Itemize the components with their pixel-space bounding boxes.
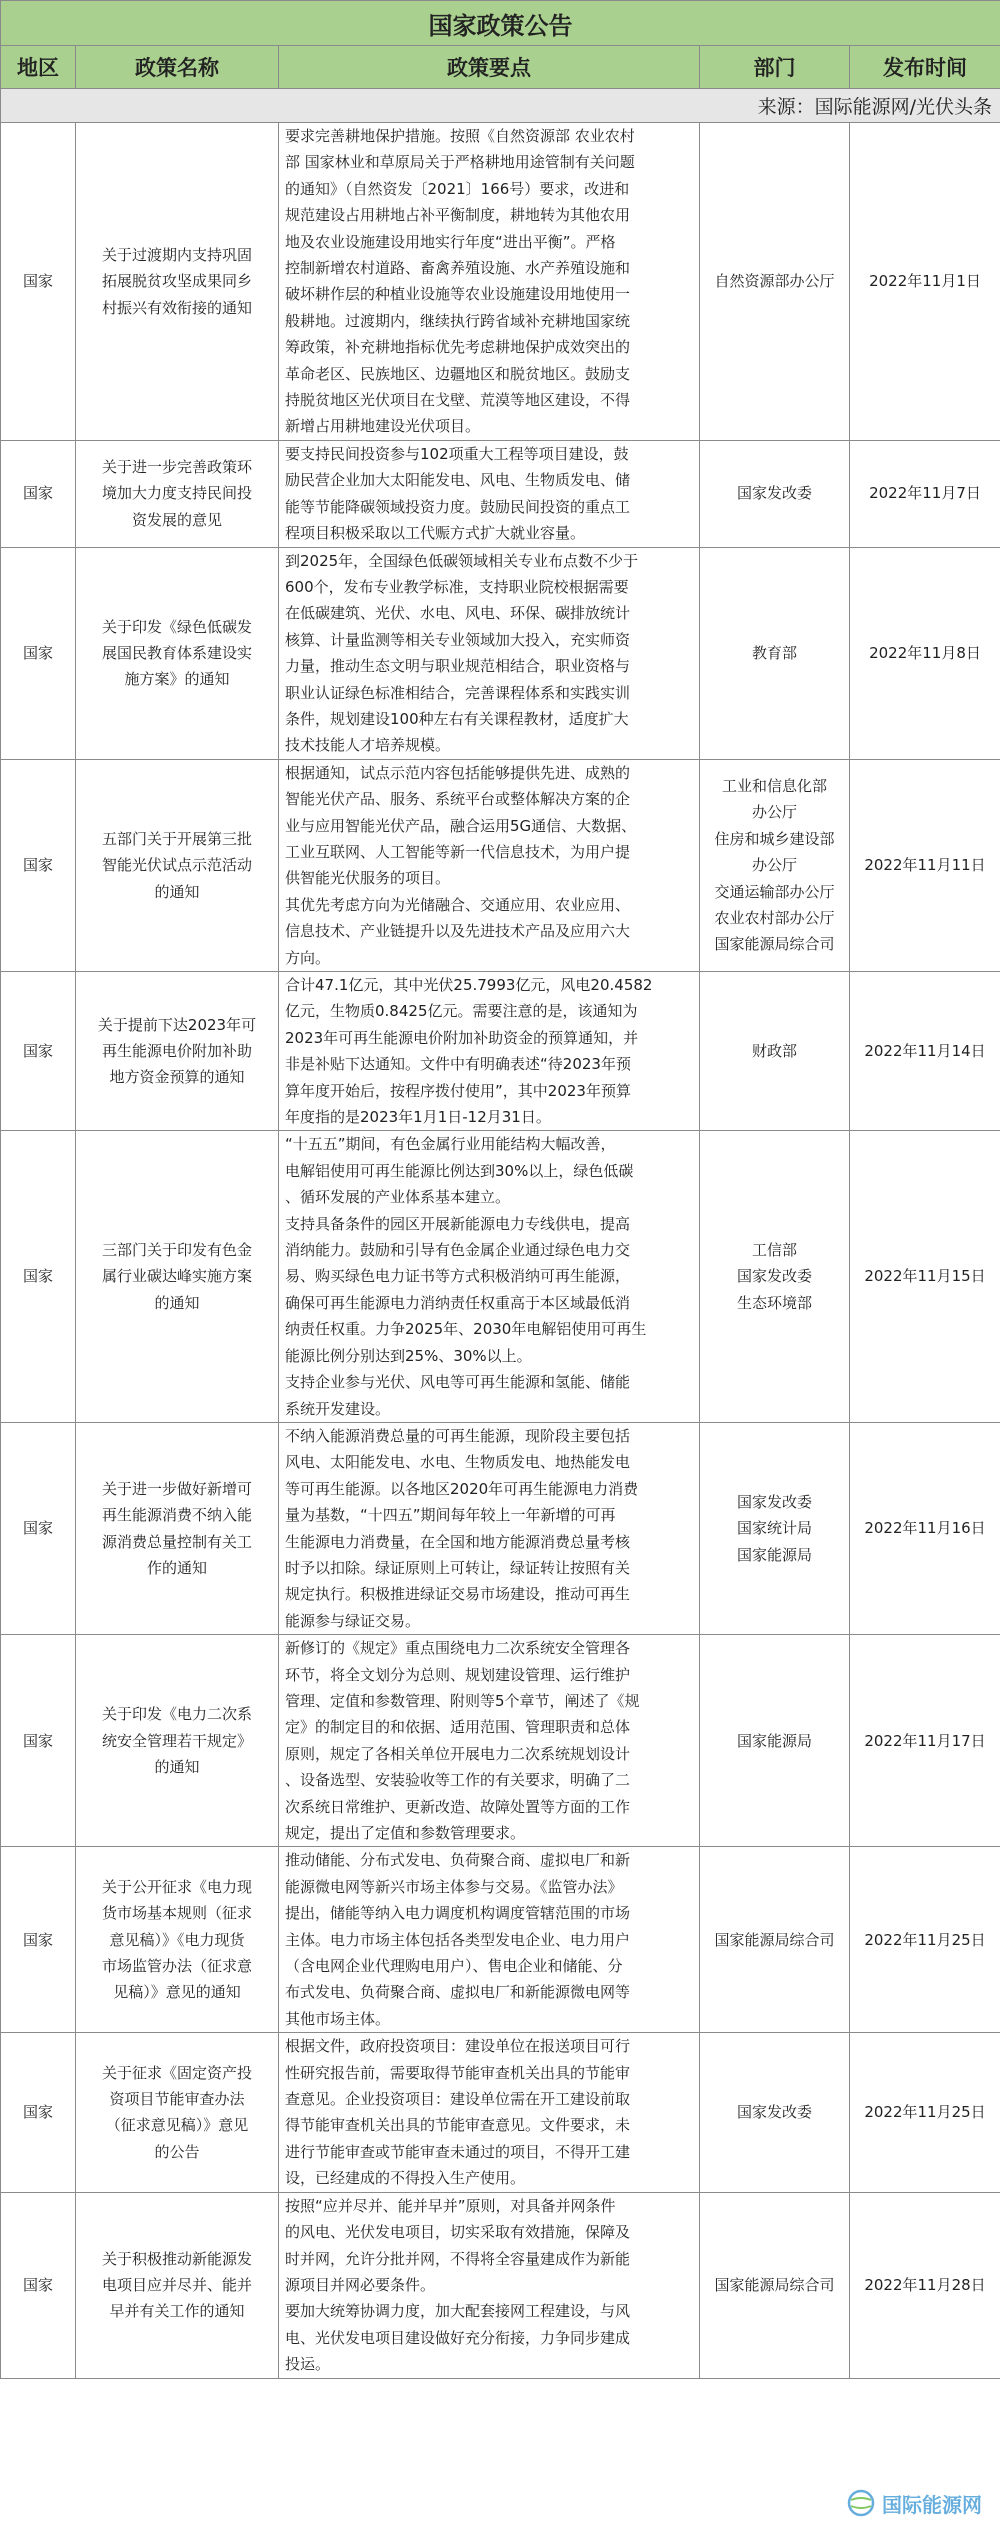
table-row (1, 1422, 1000, 1634)
policy-points-cell (279, 1131, 700, 1422)
release-date-cell: 2022年11月7日 (850, 440, 1000, 547)
policy-points-line: 在低碳建筑、光伏、水电、风电、环保、碳排放统计 (285, 604, 631, 623)
policy-points-line: 程项目积极采取以工代赈方式扩大就业容量。 (285, 524, 586, 543)
policy-points-cell (279, 2033, 700, 2192)
policy-name-line: 关于印发《绿色低碳发 (101, 617, 252, 636)
department-line: 办公厅 (751, 856, 797, 875)
release-date-cell: 2022年11月8日 (850, 547, 1000, 759)
policy-points-line: 非是补贴下达通知。文件中有明确表述“待2023年预 (285, 1055, 631, 1074)
department-cell (700, 1131, 850, 1422)
department-line: 住房和城乡建设部 (714, 829, 835, 848)
policy-name-line: 意见稿）》《电力现货 (109, 1930, 245, 1949)
policy-points-line: 能源比例分别达到25%、30%以上。 (285, 1346, 532, 1365)
policy-points-line: 要支持民间投资参与102项重大工程等项目建设，鼓 (285, 444, 629, 463)
policy-points-line: “十五五”期间，有色金属行业用能结构大幅改善， (285, 1135, 616, 1154)
department-cell (700, 759, 850, 971)
watermark-logo (846, 2488, 982, 2518)
policy-name-cell (76, 1635, 279, 1847)
policy-name-line: 资项目节能审查办法 (109, 2090, 245, 2109)
release-date-cell: 2022年11月16日 (850, 1422, 1000, 1634)
policy-points-line: 等可再生能源。以各地区2020年可再生能源电力消费 (285, 1479, 639, 1498)
table-title: 国家政策公告 (1, 1, 1000, 46)
policy-points-cell (279, 440, 700, 547)
policy-points-line: 支持具备条件的园区开展新能源电力专线供电，提高 (285, 1214, 631, 1233)
policy-name-line: 市场监管办法（征求意 (101, 1957, 252, 1976)
policy-points-line: 环节，将全文划分为总则、规划建设管理、运行维护 (285, 1665, 631, 1684)
policy-name-cell (76, 759, 279, 971)
policy-name-line: 关于印发《电力二次系 (101, 1705, 252, 1724)
department-line: 交通运输部办公厅 (714, 882, 835, 901)
watermark-text: 国际能源网 (882, 2492, 982, 2517)
policy-points-cell (279, 547, 700, 759)
table-row (1, 1635, 1000, 1847)
policy-points-line: 算年度开始后，按程序拨付使用”，其中2023年预算 (285, 1081, 631, 1100)
policy-name-line: 村振兴有效衔接的通知 (101, 298, 252, 317)
table-row (1, 2033, 1000, 2192)
policy-points-line: （含电网企业代理购电用户）、售电企业和储能、分 (285, 1957, 623, 1976)
department-cell (700, 440, 850, 547)
policy-name-line: 五部门关于开展第三批 (101, 829, 252, 848)
department-cell (700, 2192, 850, 2378)
policy-points-line: 地及农业设施建设用地实行年度“进出平衡”。严格 (285, 232, 616, 251)
policy-name-cell (76, 972, 279, 1131)
department-line: 国家发改委 (736, 1492, 812, 1511)
policy-points-line: 控制新增农村道路、畜禽养殖设施、水产养殖设施和 (285, 259, 631, 278)
policy-points-line: 设，已经建成的不得投入生产使用。 (285, 2169, 526, 2188)
policy-points-cell (279, 123, 700, 441)
policy-points-line: 量为基数，“十四五”期间每年较上一年新增的可再 (285, 1506, 616, 1525)
policy-points-line: 电解铝使用可再生能源比例达到30%以上，绿色低碳 (285, 1161, 634, 1180)
table-row (1, 547, 1000, 759)
policy-name-line: 的通知 (154, 1757, 200, 1776)
column-header-release-date: 发布时间 (850, 46, 1000, 89)
policy-name-cell (76, 1847, 279, 2033)
policy-points-line: 得节能审查机关出具的节能审查意见。文件要求，未 (285, 2116, 631, 2135)
department-line: 国家发改委 (736, 2103, 812, 2122)
policy-points-line: 要加大统筹协调力度，加大配套接网工程建设，与风 (285, 2302, 631, 2321)
policy-points-line: 能源微电网等新兴市场主体参与交易。《监管办法》 (285, 1877, 623, 1896)
policy-points-line: 风电、太阳能发电、水电、生物质发电、地热能发电 (285, 1453, 631, 1472)
policy-name-cell (76, 1422, 279, 1634)
department-cell (700, 1422, 850, 1634)
table-body (1, 123, 1000, 2379)
department-line: 国家能源局综合司 (714, 1930, 835, 1949)
policy-name-line: 地方资金预算的通知 (109, 1068, 245, 1087)
region-cell: 国家 (1, 123, 76, 441)
policy-points-line: 2023年可再生能源电价附加补助资金的预算通知，并 (285, 1028, 639, 1047)
policy-name-line: 关于进一步完善政策环 (101, 458, 252, 477)
policy-points-line: 工业互联网、人工智能等新一代信息技术，为用户提 (285, 842, 631, 861)
department-line: 工信部 (751, 1241, 797, 1260)
policy-points-line: 新修订的《规定》重点围绕电力二次系统安全管理各 (285, 1639, 631, 1658)
department-line: 国家能源局 (736, 1545, 812, 1564)
policy-points-line: 根据文件，政府投资项目：建设单位在报送项目可行 (285, 2037, 631, 2056)
policy-points-line: 主体。电力市场主体包括各类型发电企业、电力用户 (285, 1930, 631, 1949)
policy-name-cell (76, 2033, 279, 2192)
region-cell: 国家 (1, 1847, 76, 2033)
policy-points-line: 原则，规定了各相关单位开展电力二次系统规划设计 (285, 1744, 631, 1763)
policy-points-line: 能等节能降碳领域投资力度。鼓励民间投资的重点工 (285, 497, 631, 516)
department-line: 国家统计局 (736, 1519, 812, 1538)
release-date-cell: 2022年11月11日 (850, 759, 1000, 971)
policy-points-line: 电、光伏发电项目建设做好充分衔接，力争同步建成 (285, 2328, 631, 2347)
release-date-cell: 2022年11月17日 (850, 1635, 1000, 1847)
policy-points-line: 般耕地。过渡期内，继续执行跨省域补充耕地国家统 (285, 311, 631, 330)
policy-points-line: 、循环发展的产业体系基本建立。 (285, 1188, 511, 1207)
department-line: 国家能源局 (736, 1731, 812, 1750)
policy-name-line: 再生能源电价附加补助 (101, 1042, 252, 1061)
policy-name-line: 关于过渡期内支持巩固 (101, 245, 252, 264)
policy-points-line: 信息技术、产业链提升以及先进技术产品及应用六大 (285, 922, 631, 941)
policy-points-cell (279, 2192, 700, 2378)
policy-points-line: 破坏耕作层的种植业设施等农业设施建设用地使用一 (285, 285, 631, 304)
policy-name-line: 拓展脱贫攻坚成果同乡 (101, 272, 252, 291)
table-row (1, 972, 1000, 1131)
table-row (1, 123, 1000, 441)
department-line: 教育部 (751, 643, 797, 662)
policy-points-line: 要求完善耕地保护措施。按照《自然资源部 农业农村 (285, 127, 635, 145)
table-row (1, 1131, 1000, 1422)
policy-points-line: 规定执行。积极推进绿证交易市场建设，推动可再生 (285, 1585, 631, 1604)
policy-name-cell (76, 1131, 279, 1422)
policy-points-line: 生能源电力消费量，在全国和地方能源消费总量考核 (285, 1532, 631, 1551)
policy-points-line: 进行节能审查或节能审查未通过的项目，不得开工建 (285, 2142, 631, 2161)
column-header-policy-points: 政策要点 (279, 46, 700, 89)
table-row (1, 440, 1000, 547)
region-cell: 国家 (1, 1422, 76, 1634)
department-line: 生态环境部 (736, 1293, 812, 1312)
policy-name-line: 资发展的意见 (131, 510, 222, 529)
policy-name-line: 关于公开征求《电力现 (101, 1877, 252, 1896)
policy-points-cell (279, 1422, 700, 1634)
department-cell (700, 1847, 850, 2033)
region-cell: 国家 (1, 2033, 76, 2192)
department-cell (700, 123, 850, 441)
policy-points-line: 根据通知，试点示范内容包括能够提供先进、成熟的 (285, 763, 631, 782)
policy-points-line: 性研究报告前，需要取得节能审查机关出具的节能审 (285, 2063, 631, 2082)
policy-name-line: 早并有关工作的通知 (109, 2302, 245, 2321)
policy-points-line: 600个，发布专业教学标准，支持职业院校根据需要 (285, 577, 629, 596)
policy-name-cell (76, 123, 279, 441)
policy-name-line: 属行业碳达峰实施方案 (101, 1267, 252, 1286)
policy-points-line: 提出，储能等纳入电力调度机构调度管辖范围的市场 (285, 1904, 631, 1923)
department-line: 国家发改委 (736, 1267, 812, 1286)
department-line: 农业农村部办公厅 (714, 908, 835, 927)
policy-points-line: 供智能光伏服务的项目。 (285, 869, 451, 888)
policy-name-line: 智能光伏试点示范活动 (101, 856, 252, 875)
policy-points-line: 推动储能、分布式发电、负荷聚合商、虚拟电厂和新 (285, 1851, 631, 1870)
region-cell: 国家 (1, 759, 76, 971)
policy-points-line: 的通知》（自然资发〔2021〕166号）要求，改进和 (285, 179, 630, 198)
department-cell (700, 547, 850, 759)
policy-points-line: 核算、计量监测等相关专业领域加大投入，充实师资 (285, 630, 631, 649)
policy-points-line: 年度指的是2023年1月1日-12月31日。 (285, 1108, 551, 1127)
policy-points-line: 、设备选型、安装验收等工作的有关要求，明确了二 (285, 1771, 631, 1790)
policy-points-cell (279, 972, 700, 1131)
policy-points-line: 部 国家林业和草原局关于严格耕地用途管制有关问题 (285, 153, 635, 172)
policy-points-line: 条件，规划建设100种左右有关课程教材，适度扩大 (285, 709, 629, 728)
department-cell (700, 2033, 850, 2192)
header-row (1, 46, 1000, 89)
column-header-department: 部门 (700, 46, 850, 89)
policy-points-line: 智能光伏产品、服务、系统平台或整体解决方案的企 (285, 790, 631, 809)
policy-name-line: 再生能源消费不纳入能 (101, 1506, 252, 1525)
policy-points-line: 不纳入能源消费总量的可再生能源，现阶段主要包括 (285, 1426, 631, 1445)
department-line: 办公厅 (751, 803, 797, 822)
policy-points-line: 确保可再生能源电力消纳责任权重高于本区域最低消 (285, 1293, 631, 1312)
policy-points-cell (279, 759, 700, 971)
policy-name-cell (76, 2192, 279, 2378)
department-line: 国家发改委 (736, 484, 812, 503)
policy-name-line: 源消费总量控制有关工 (101, 1532, 252, 1551)
policy-points-line: 持脱贫地区光伏项目在戈壁、荒漠等地区建设，不得 (285, 391, 631, 410)
policy-name-line: 关于提前下达2023年可 (97, 1015, 257, 1034)
region-cell: 国家 (1, 1635, 76, 1847)
region-cell: 国家 (1, 440, 76, 547)
release-date-cell: 2022年11月15日 (850, 1131, 1000, 1422)
policy-points-line: 技术技能人才培养规模。 (285, 736, 451, 755)
policy-name-line: 三部门关于印发有色金 (101, 1241, 252, 1260)
policy-name-line: 关于积极推动新能源发 (101, 2249, 252, 2268)
policy-name-line: 货市场基本规则（征求 (101, 1904, 252, 1923)
policy-points-line: 业与应用智能光伏产品，融合运用5G通信、大数据、 (285, 816, 637, 835)
title-row (1, 1, 1000, 46)
policy-points-line: 新增占用耕地建设光伏项目。 (285, 417, 481, 436)
policy-points-line: 筹政策，补充耕地指标优先考虑耕地保护成效突出的 (285, 338, 631, 357)
department-line: 工业和信息化部 (721, 776, 827, 795)
policy-name-line: 关于进一步做好新增可 (101, 1479, 252, 1498)
policy-name-line: 的通知 (154, 1293, 200, 1312)
policy-points-line: 职业认证绿色标准相结合，完善课程体系和实践实训 (285, 683, 631, 702)
release-date-cell: 2022年11月28日 (850, 2192, 1000, 2378)
policy-points-line: 其他市场主体。 (285, 2009, 391, 2028)
release-date-cell: 2022年11月25日 (850, 1847, 1000, 2033)
policy-name-line: 施方案》的通知 (124, 670, 230, 689)
policy-points-line: 查意见。企业投资项目：建设单位需在开工建设前取 (285, 2090, 631, 2109)
department-cell (700, 1635, 850, 1847)
column-header-region: 地区 (1, 46, 76, 89)
policy-points-line: 革命老区、民族地区、边疆地区和脱贫地区。鼓励支 (285, 364, 631, 383)
policy-name-line: 的公告 (154, 2142, 200, 2161)
department-line: 财政部 (751, 1042, 797, 1061)
source-note: 来源：国际能源网/光伏头条 (1, 89, 1000, 123)
policy-points-line: 布式发电、负荷聚合商、虚拟电厂和新能源微电网等 (285, 1983, 631, 2002)
policy-points-line: 方向。 (285, 948, 331, 967)
table-row (1, 759, 1000, 971)
policy-points-cell (279, 1847, 700, 2033)
release-date-cell: 2022年11月14日 (850, 972, 1000, 1131)
policy-points-line: 纳责任权重。力争2025年、2030年电解铝使用可再生 (285, 1320, 647, 1339)
policy-points-line: 时予以扣除。绿证原则上可转让，绿证转让按照有关 (285, 1558, 631, 1577)
policy-name-line: 见稿）》意见的通知 (113, 1983, 241, 2002)
policy-points-line: 定》的制定目的和依据、适用范围、管理职责和总体 (285, 1718, 631, 1737)
policy-points-cell (279, 1635, 700, 1847)
department-cell (700, 972, 850, 1131)
department-line: 自然资源部办公厅 (714, 272, 835, 291)
region-cell: 国家 (1, 547, 76, 759)
policy-points-line: 系统开发建设。 (285, 1399, 391, 1418)
policy-points-line: 支持企业参与光伏、风电等可再生能源和氢能、储能 (285, 1373, 631, 1392)
policy-points-line: 的风电、光伏发电项目，切实采取有效措施，保障及 (285, 2223, 631, 2242)
policy-name-line: （征求意见稿）》意见 (105, 2116, 249, 2135)
policy-name-cell (76, 547, 279, 759)
release-date-cell: 2022年11月1日 (850, 123, 1000, 441)
policy-points-line: 能源参与绿证交易。 (285, 1611, 421, 1630)
policy-points-line: 源项目并网必要条件。 (285, 2275, 436, 2294)
policy-points-line: 力量，推动生态文明与职业规范相结合，职业资格与 (285, 657, 631, 676)
source-row (1, 89, 1000, 123)
department-line: 国家能源局综合司 (714, 935, 835, 954)
policy-points-line: 消纳能力。鼓励和引导有色金属企业通过绿色电力交 (285, 1241, 631, 1260)
table-row (1, 1847, 1000, 2033)
region-cell: 国家 (1, 1131, 76, 1422)
policy-points-line: 规范建设占用耕地占补平衡制度，耕地转为其他农用 (285, 206, 631, 225)
policy-name-line: 境加大力度支持民间投 (101, 484, 252, 503)
release-date-cell: 2022年11月25日 (850, 2033, 1000, 2192)
policy-points-line: 到2025年，全国绿色低碳领域相关专业布点数不少于 (285, 551, 639, 570)
table-row (1, 2192, 1000, 2378)
policy-name-cell (76, 440, 279, 547)
policy-points-line: 规定，提出了定值和参数管理要求。 (285, 1824, 526, 1842)
policy-points-line: 励民营企业加大太阳能发电、风电、生物质发电、储 (285, 471, 631, 490)
policy-name-line: 电项目应并尽并、能并 (101, 2275, 252, 2294)
policy-name-line: 统安全管理若干规定》 (101, 1731, 252, 1750)
policy-points-line: 其优先考虑方向为光储融合、交通应用、农业应用、 (285, 895, 631, 914)
policy-name-line: 作的通知 (146, 1558, 207, 1577)
policy-points-line: 合计47.1亿元，其中光伏25.7993亿元，风电20.4582 (285, 976, 653, 994)
policy-name-line: 关于征求《固定资产投 (101, 2063, 252, 2082)
policy-points-line: 亿元，生物质0.8425亿元。需要注意的是，该通知为 (285, 1002, 638, 1021)
policy-points-line: 易、购买绿色电力证书等方式积极消纳可再生能源， (285, 1267, 631, 1286)
policy-name-line: 的通知 (154, 882, 200, 901)
department-line: 国家能源局综合司 (714, 2275, 835, 2294)
policy-points-line: 管理、定值和参数管理、附则等5个章节，阐述了《规 (285, 1691, 640, 1710)
policy-points-line: 时并网，允许分批并网，不得将全容量建成作为新能 (285, 2249, 631, 2268)
policy-points-line: 按照“应并尽并、能并早并”原则，对具备并网条件 (285, 2196, 616, 2215)
column-header-policy-name: 政策名称 (76, 46, 279, 89)
policy-name-line: 展国民教育体系建设实 (101, 643, 252, 662)
policy-points-line: 投运。 (285, 2355, 331, 2374)
policy-points-line: 次系统日常维护、更新改造、故障处置等方面的工作 (285, 1797, 631, 1816)
region-cell: 国家 (1, 972, 76, 1131)
region-cell: 国家 (1, 2192, 76, 2378)
globe-icon (846, 2488, 876, 2518)
